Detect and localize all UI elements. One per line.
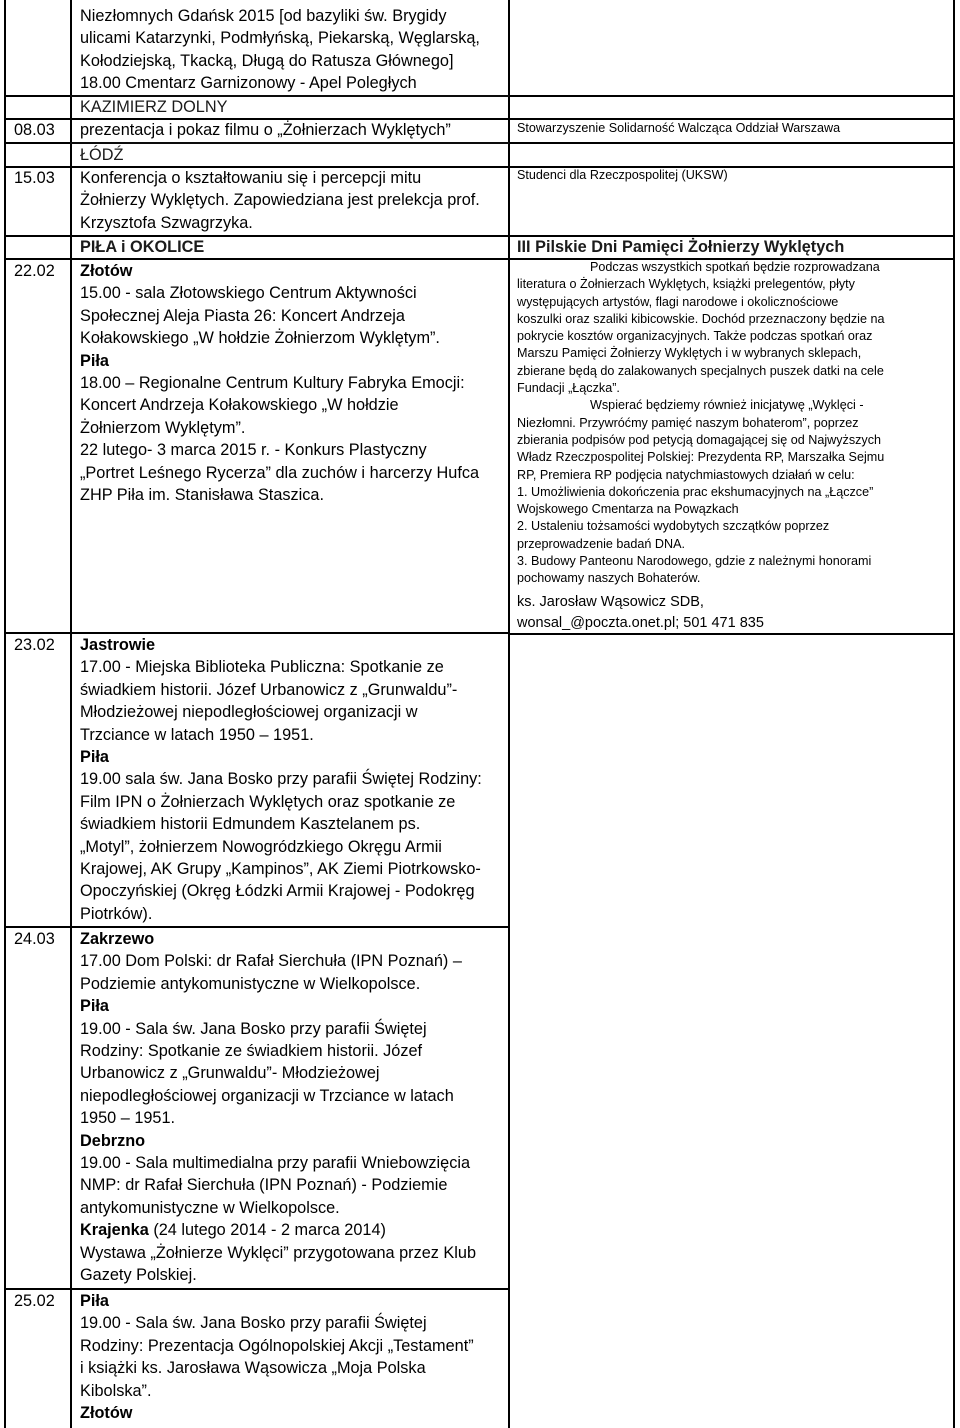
description-line: Fundacji „Łączka”.	[517, 381, 620, 396]
event-line: Młodzieżowej niepodległościowej organizacji w	[80, 703, 418, 722]
description-line: zbierania podpisów pod petycją domagającej się od Najwyższych	[517, 432, 882, 447]
table-border-date-col	[70, 0, 72, 1428]
event-description	[80, 167, 480, 234]
description-line: 2. Ustaleniu tożsamości wydobytych szczątków poprzez	[517, 519, 830, 534]
location-heading: Złotów	[80, 1404, 133, 1422]
description-line: Podczas wszystkich spotkań będzie rozprowadzana	[590, 260, 880, 274]
section-header-lodz: ŁÓDŹ	[80, 146, 124, 164]
description-line: koszulki oraz szaliki kibicowskie. Dochód przeznaczony będzie na	[517, 311, 885, 326]
event-line: Urbanowicz z „Grunwaldu”- Młodzieżowej	[80, 1064, 380, 1083]
event-title: prezentacja i pokaz filmu o „Żołnierzach Wyklętych”	[80, 121, 451, 139]
contact-info	[517, 592, 764, 634]
description-line: Wojskowego Cmentarza na Powązkach	[517, 502, 739, 517]
description-line: 1. Umożliwienia dokończenia prac ekshumacyjnych na „Łączce”	[517, 484, 874, 499]
event-line: antykomunistyczne w Wielkopolsce.	[80, 1198, 340, 1217]
description-line: pochowamy naszych Bohaterów.	[517, 571, 701, 586]
event-line: Krajowej, AK Grupy „Kampinos”, AK Ziemi Piotrkowsko-	[80, 860, 481, 878]
event-line: Rodziny: Prezentacja Ogólnopolskiej Akcji „Testament”	[80, 1336, 474, 1355]
location-heading: Debrzno	[80, 1131, 146, 1150]
event-organizer: Studenci dla Rzeczpospolitej (UKSW)	[517, 168, 728, 182]
event-date: 08.03	[14, 121, 55, 139]
description-line: zbierane będą do zalakowanych specjalnych puszek datki na cele	[517, 363, 884, 378]
contact-name: ks. Jarosław Wąsowicz SDB,	[517, 594, 704, 610]
event-date: 24.03	[14, 930, 55, 948]
location-heading: Piła	[80, 997, 109, 1016]
description-line: literatura o Żołnierzach Wyklętych, książki prelegentów, płyty	[517, 277, 855, 292]
event-date: 22.02	[14, 262, 55, 280]
location-heading: Piła	[80, 1292, 109, 1310]
table-border-event-col	[508, 0, 510, 1428]
location-heading: Krajenka (24 lutego 2014 - 2 marca 2014)	[80, 1221, 386, 1240]
header-band-lodz	[70, 142, 509, 144]
text-line: Konferencja o kształtowaniu się i percepcji mitu	[80, 169, 422, 187]
section-header-pila-right: III Pilskie Dni Pamięci Żołnierzy Wyklętych	[517, 238, 845, 256]
event-date: 23.02	[14, 636, 55, 654]
event-line: Wystawa „Żołnierze Wyklęci” przygotowana przez Klub	[80, 1243, 477, 1262]
description-line: przeprowadzenie badań DNA.	[517, 536, 686, 551]
event-line: 17.00 Dom Polski: dr Rafał Sierchuła (IPN Poznań) –	[80, 952, 462, 971]
event-line: 19.00 - Sala św. Jana Bosko przy parafii Świętej	[80, 1019, 427, 1038]
event-line: Rodziny: Spotkanie ze świadkiem historii. Józef	[80, 1042, 423, 1060]
event-line: Społecznej Aleja Piasta 26: Koncert Andrzeja	[80, 306, 405, 325]
event-line: świadkiem historii. Józef Urbanowicz z „Grunwaldu”-	[80, 680, 458, 699]
event-line: NMP: dr Rafał Sierchuła (IPN Poznań) - Podziemie	[80, 1176, 448, 1195]
event-line: niepodległościowej organizacji w Trzciance w latach	[80, 1086, 454, 1105]
event-line: Piotrków).	[80, 904, 153, 923]
description-line: Władz Rzeczpospolitej Polskiej: Prezydenta RP, Marszałka Sejmu	[517, 450, 885, 465]
event-line: Koncert Andrzeja Kołakowskiego „W hołdzie	[80, 396, 399, 415]
text-line: Żołnierzy Wyklętych. Zapowiedziana jest prelekcja prof.	[80, 191, 480, 210]
event-line: i książki ks. Jarosława Wąsowicza „Moja Polska	[80, 1359, 426, 1378]
event-line: 22 lutego- 3 marca 2015 r. - Konkurs Plastyczny	[80, 441, 427, 460]
description-line: Marszu Pamięci Żołnierzy Wyklętych i w wybranych sklepach,	[517, 346, 862, 361]
event-line: Podziemie antykomunistyczne w Wielkopolsce.	[80, 974, 421, 993]
event-date: 25.02	[14, 1292, 55, 1310]
event-line: 18.00 – Regionalne Centrum Kultury Fabryka Emocji:	[80, 374, 465, 392]
top-event-text	[80, 5, 480, 95]
event-line: „Portret Leśnego Rycerza” dla zuchów i harcerzy Hufca	[80, 463, 480, 482]
event-line: 15.00 - sala Złotowskiego Centrum Aktywności	[80, 284, 417, 303]
event-line: 19.00 - Sala multimedialna przy parafii Wniebowzięcia	[80, 1154, 471, 1172]
description-line: RP, Premiera RP podjęcia natychmiastowych działań w celu:	[517, 467, 855, 482]
description-line: pokrycie kosztów organizacyjnych. Także podczas spotkań oraz	[517, 329, 873, 344]
event-line: Opoczyńskiej (Okręg Łódzki Armii Krajowej - Podokręg	[80, 882, 475, 901]
text-line: Kołodziejską, Tkacką, Długą do Ratusza Głównego]	[80, 51, 454, 70]
text-line: Krzysztofa Szwagrzyka.	[80, 213, 253, 232]
event-line: Film IPN o Żołnierzach Wyklętych oraz spotkanie ze	[80, 792, 456, 811]
location-heading: Jastrowie	[80, 636, 156, 654]
event-line: Żołnierzom Wyklętym”.	[80, 418, 246, 437]
event-line: Kibolska”.	[80, 1381, 152, 1400]
text-line: Niezłomnych Gdańsk 2015 [od bazyliki św. Brygidy	[80, 7, 447, 25]
event-line: Kołakowskiego „W hołdzie Żołnierzom Wyklętym”.	[80, 329, 440, 348]
text-line: 18.00 Cmentarz Garnizonowy - Apel Poległych	[80, 74, 417, 93]
event-line: Trzciance w latach 1950 – 1951.	[80, 725, 314, 744]
section-header-pila: PIŁA i OKOLICE	[80, 238, 205, 256]
contact-email-phone: wonsal_@poczta.onet.pl; 501 471 835	[517, 615, 764, 631]
section-header-kazimierz: KAZIMIERZ DOLNY	[80, 98, 228, 116]
description-line: Niezłomni. Przywróćmy pamięć naszym bohaterom”, poprzez	[517, 415, 859, 430]
event-organizer: Stowarzyszenie Solidarność Walcząca Oddział Warszawa	[517, 121, 841, 135]
description-line: występujących artystów, flagi narodowe i okolicznościowe	[517, 294, 839, 309]
location-heading: Zakrzewo	[80, 930, 155, 948]
text-line: ulicami Katarzynki, Podmłyńską, Piekarską, Węglarską,	[80, 29, 480, 48]
description-line: 3. Budowy Panteonu Narodowego, gdzie z należnymi honorami	[517, 554, 872, 569]
location-heading: Piła	[80, 351, 109, 370]
event-line: świadkiem historii Edmundem Kasztelanem ps.	[80, 815, 421, 834]
event-line: 19.00 - Sala św. Jana Bosko przy parafii Świętej	[80, 1314, 427, 1333]
pila-description	[517, 259, 885, 588]
event-line: 17.00 - Miejska Biblioteka Publiczna: Spotkanie ze	[80, 658, 444, 677]
event-line: ZHP Piła im. Stanisława Staszica.	[80, 486, 325, 504]
event-date: 15.03	[14, 169, 55, 187]
event-line: Gazety Polskiej.	[80, 1266, 197, 1284]
event-line: „Motyl”, żołnierzem Nowogródzkiego Okręgu Armii	[80, 837, 442, 856]
event-line: 19.00 sala św. Jana Bosko przy parafii Świętej Rodziny:	[80, 770, 482, 789]
event-line: 1950 – 1951.	[80, 1109, 176, 1128]
location-heading: Piła	[80, 748, 109, 766]
table-border-left	[4, 0, 6, 1428]
table-border-right	[953, 0, 955, 1428]
location-heading: Złotów	[80, 262, 133, 280]
description-line: Wspierać będziemy również inicjatywę „Wyklęci -	[590, 398, 864, 413]
